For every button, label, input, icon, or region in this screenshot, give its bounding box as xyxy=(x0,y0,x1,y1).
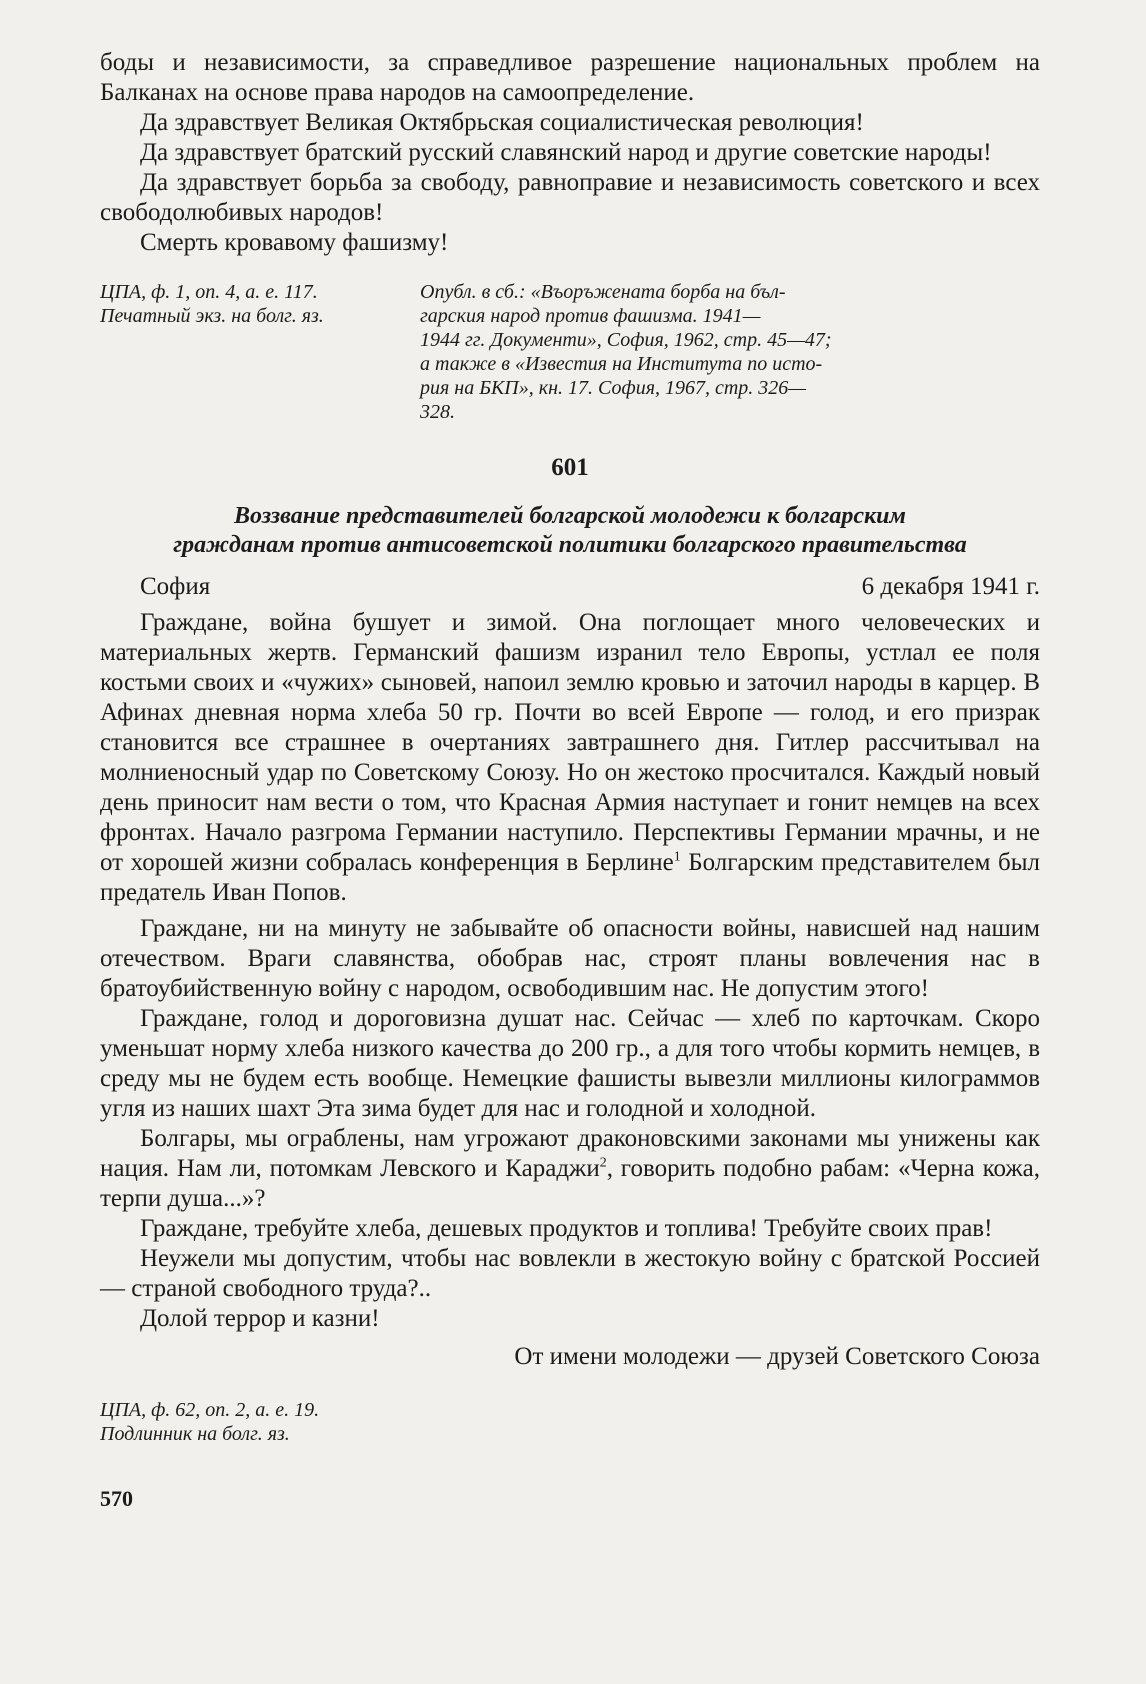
archive-line: ЦПА, ф. 1, оп. 4, а. е. 117. xyxy=(100,281,318,303)
paragraph-text: , говорить подобно рабам: «Черна кожа, терпи душа...»? xyxy=(100,1155,1040,1212)
publication-line: гарския народ против фашизма. 1941— xyxy=(420,305,761,327)
slogan-freedom: Да здравствует борьба за свободу, равноправие и независимость советского и всех свободолюбивых народов! xyxy=(100,169,1040,226)
archive-line: Печатный экз. на болг. яз. xyxy=(100,305,324,327)
signature: От имени молодежи — друзей Советского Союза xyxy=(514,1343,1040,1370)
paragraph-text: Болгарским представителем был предатель Иван Попов. xyxy=(100,849,1040,906)
page-number: 570 xyxy=(100,1486,133,1511)
document-title xyxy=(100,502,1040,560)
place-date-line xyxy=(100,572,1040,602)
archive-reference xyxy=(100,280,400,424)
paragraph-russia: Неужели мы допустим, чтобы нас вовлекли в жестокую войну с братской Россией — страной свободного труда?.. xyxy=(100,1245,1040,1302)
paragraph-hunger: Граждане, голод и дороговизна душат нас. Сейчас — хлеб по карточкам. Скоро уменьшат норму хлеба низкого качества до 200 гр., а для того чтобы кормить немцев, в среду мы не будем есть вообще. Немецкие фашисты вывезли миллионы килограммов угля из наших шахт Эта зима будет для нас и голодной и холодной. xyxy=(100,1005,1040,1122)
publication-line: а также в «Известия на Института по исто- xyxy=(420,353,823,375)
continued-paragraph: боды и независимости, за справедливое разрешение национальных проблем на Балканах на основе права народов на самоопределение. xyxy=(100,49,1040,106)
slogan-death-to-fascism: Смерть кровавому фашизму! xyxy=(140,229,449,256)
paragraph-terror: Долой террор и казни! xyxy=(140,1305,380,1332)
source-note-bottom xyxy=(100,1398,1040,1446)
slogan-revolution: Да здравствует Великая Октябрьская социалистическая революция! xyxy=(140,109,864,136)
paragraph-danger: Граждане, ни на минуту не забывайте об опасности войны, нависшей над нашим отечеством. Враги славянства, обобрав нас, строят планы вовлечения нас в братоубийственную войну с народом, освободившим нас. Не допустим этого! xyxy=(100,915,1040,1002)
slogan-russian-people: Да здравствует братский русский славянский народ и другие советские народы! xyxy=(140,139,992,166)
paragraph-bulgarians xyxy=(100,1124,1040,1214)
paragraph-war xyxy=(100,608,1040,908)
title-line: гражданам против антисоветской политики болгарского правительства xyxy=(173,532,967,558)
footnote-marker: 2 xyxy=(599,1155,607,1171)
publication-line: 1944 гг. Документи», София, 1962, стр. 45—47; xyxy=(420,329,832,351)
footnote-marker: 1 xyxy=(673,849,681,865)
paragraph-demands: Граждане, требуйте хлеба, дешевых продуктов и топлива! Требуйте своих прав! xyxy=(140,1215,993,1242)
publication-reference xyxy=(420,280,1040,424)
archive-line: ЦПА, ф. 62, оп. 2, а. е. 19. xyxy=(100,1399,320,1421)
publication-line: Опубл. в сб.: «Въоръжената борба на бъл- xyxy=(420,281,786,303)
publication-line: рия на БКП», кн. 17. София, 1967, стр. 326— xyxy=(420,377,807,399)
publication-line: 328. xyxy=(420,401,455,423)
document-place: София xyxy=(140,573,211,600)
paragraph-text: Граждане, война бушует и зимой. Она поглощает много человеческих и материальных жертв. Германский фашизм изранил тело Европы, устлал ее поля костьми своих и «чужих» сыновей, напоил землю кровью и заточил народы в карцер. В Афинах дневная норма хлеба 50 гр. Почти во всей Европе — голод, и его призрак становится все страшнее в очертаниях завтрашнего дня. Гитлер рассчитывал на молниеносный удар по Советскому Союзу. Но он жестоко просчитался. Каждый новый день приносит нам вести о том, что Красная Армия наступает и гонит немцев на всех фронтах. Начало разгрома Германии наступило. Перспективы Германии мрачны, и не от хорошей жизни собралась конференция в Берлине xyxy=(100,609,1040,876)
paragraph-text: Болгары, мы ограблены, нам угрожают драконовскими законами мы унижены как нация. Нам ли, потомкам Левского и Караджи xyxy=(100,1125,1040,1182)
document-number: 601 xyxy=(551,454,589,481)
source-note-top xyxy=(100,280,1040,424)
document-page xyxy=(100,48,1040,1512)
document-date: 6 декабря 1941 г. xyxy=(861,573,1040,600)
title-line: Воззвание представителей болгарской молодежи к болгарским xyxy=(234,503,906,529)
archive-line: Подлинник на болг. яз. xyxy=(100,1423,290,1445)
